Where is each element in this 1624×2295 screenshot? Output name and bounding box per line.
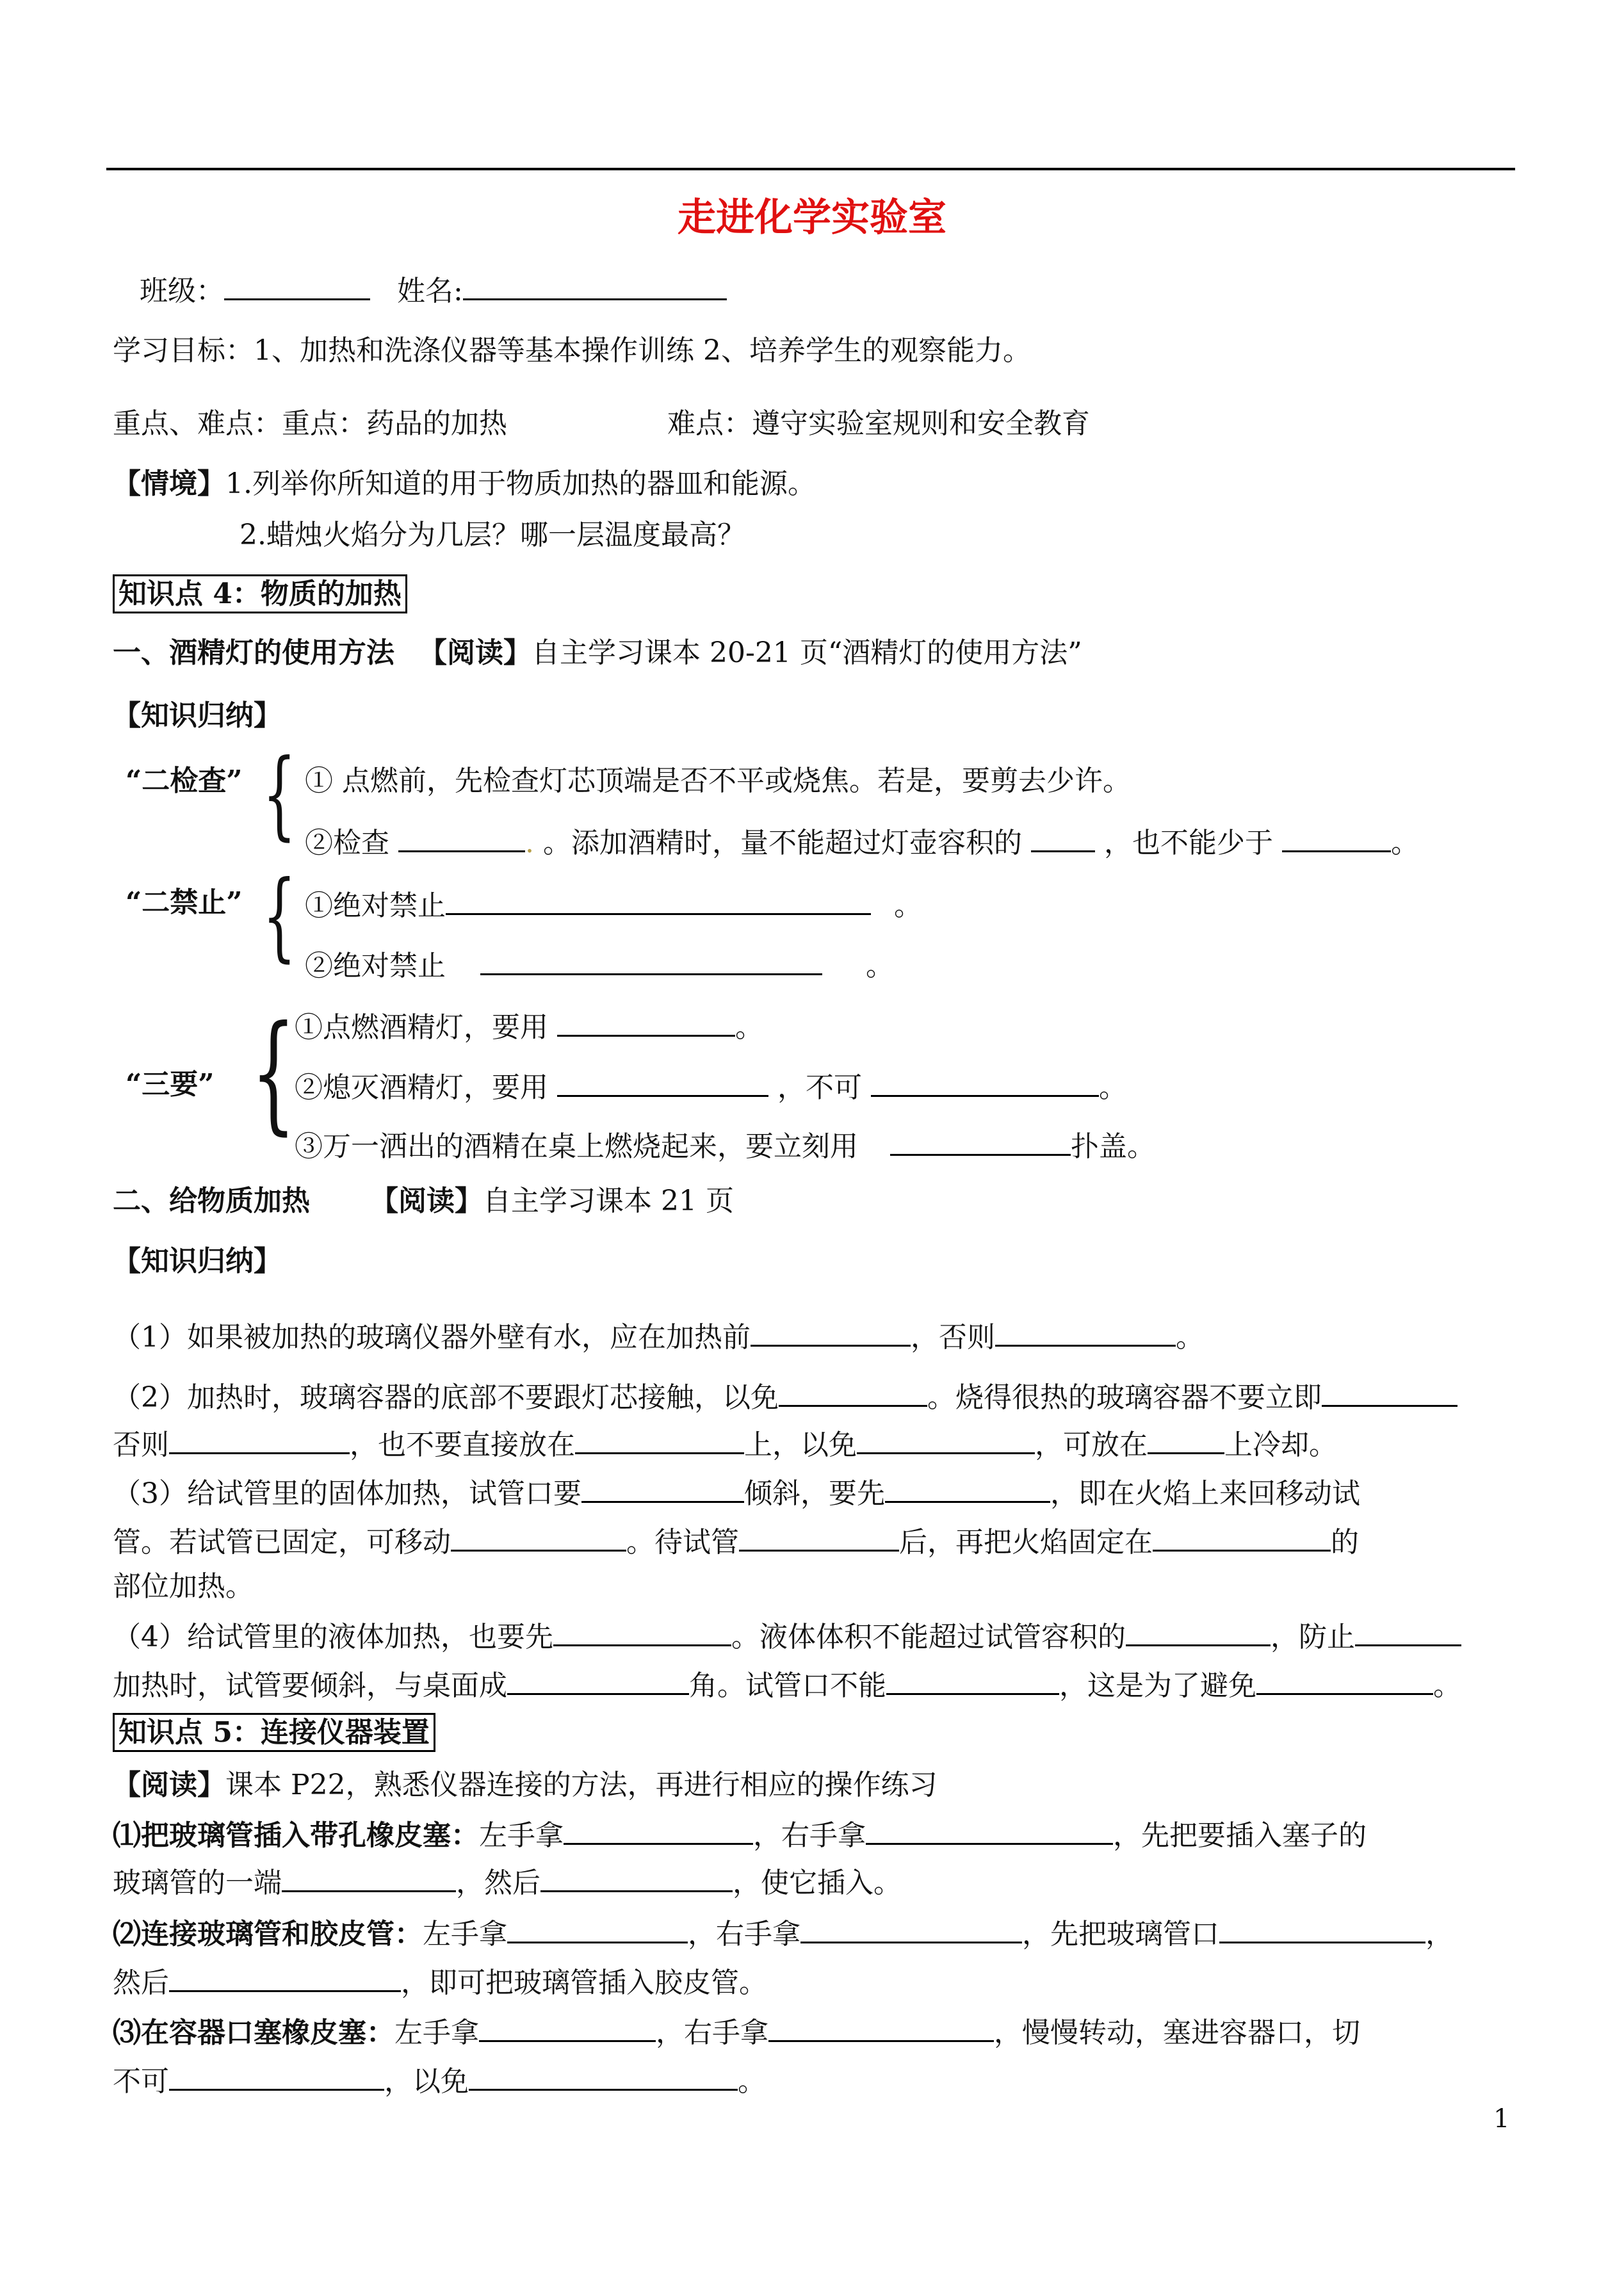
connect-blank[interactable] [800, 1912, 1022, 1943]
connect-item-3a: ⑶在容器口塞橡皮塞：左手拿 ，右手拿 ，慢慢转动，塞进容器口，切 [113, 2011, 1360, 2052]
connect-blank[interactable] [507, 1912, 688, 1943]
heating-point-3a: （3）给试管里的固体加热，试管口要 倾斜，要先 ，即在火焰上来回移动试 [113, 1472, 1360, 1513]
heating-blank[interactable] [451, 1520, 626, 1552]
connect-item-1a: ⑴把玻璃管插入带孔橡皮塞：左手拿 ，右手拿 ，先把要插入塞子的 [113, 1813, 1367, 1855]
summary-label-1: 【知识归纳】 [113, 699, 282, 732]
heating-point-2b: 否则 ，也不要直接放在 上，以免 ，可放在 上冷却。 [113, 1423, 1337, 1464]
check-blank-3[interactable] [1282, 821, 1391, 852]
connect-blank[interactable] [768, 2011, 994, 2042]
heating-point-3c: 部位加热。 [113, 1570, 254, 1603]
must-item-2: ②熄灭酒精灯，要用 ，不可 。 [295, 1066, 1127, 1107]
page-number: 1 [1493, 2104, 1510, 2134]
heating-blank[interactable] [575, 1423, 744, 1454]
forbid-label: “二禁止” [126, 886, 243, 919]
heating-blank[interactable] [886, 1664, 1059, 1695]
heating-point-4a: （4）给试管里的液体加热，也要先 。液体体积不能超过试管容积的 ，防止 [113, 1615, 1461, 1657]
student-info-line [140, 269, 727, 311]
kp5-reading: 【阅读】课本 P22，熟悉仪器连接的方法，再进行相应的操作练习 [113, 1769, 938, 1801]
heating-blank[interactable] [1148, 1423, 1224, 1454]
knowledge-point-5-box: 知识点 5：连接仪器装置 [113, 1714, 435, 1752]
connect-blank[interactable] [169, 2059, 384, 2091]
heating-blank[interactable] [857, 1423, 1035, 1454]
check-label: “二检查” [126, 765, 243, 797]
heating-blank[interactable] [1126, 1615, 1271, 1646]
situation-label: 【情境】 [113, 467, 225, 500]
connect-blank[interactable] [564, 1813, 753, 1845]
heating-blank[interactable] [507, 1664, 689, 1695]
forbid-item-2: ②绝对禁止 。 [305, 944, 894, 985]
must-blank-1[interactable] [557, 1005, 735, 1037]
connect-blank[interactable] [866, 1813, 1113, 1845]
heating-point-4b: 加热时，试管要倾斜，与桌面成 角。试管口不能 ，这是为了避免 。 [113, 1664, 1461, 1705]
must-label: “三要” [126, 1068, 215, 1101]
difficulty-points: 难点：遵守实验室规则和安全教育 [667, 407, 1090, 440]
situation-q1: 【情境】1.列举你所知道的用于物质加热的器皿和能源。 [113, 467, 816, 500]
heating-blank[interactable] [751, 1315, 911, 1347]
must-item-1: ①点燃酒精灯，要用 。 [295, 1005, 763, 1047]
connect-item-1b: 玻璃管的一端 ，然后 ，使它插入。 [113, 1861, 902, 1902]
forbid-blank-2[interactable] [480, 944, 822, 975]
name-label: 姓名: [397, 275, 463, 307]
brace-icon: { [263, 739, 296, 850]
must-blank-4[interactable] [890, 1124, 1071, 1156]
must-blank-2[interactable] [557, 1066, 768, 1097]
heating-blank[interactable] [581, 1472, 744, 1503]
connect-item-2b: 然后 ，即可把玻璃管插入胶皮管。 [113, 1961, 767, 2002]
brace-icon: { [263, 861, 296, 972]
connect-blank[interactable] [469, 2059, 738, 2091]
page-title: 走进化学实验室 [678, 195, 946, 240]
connect-item-2a: ⑵连接玻璃管和胶皮管：左手拿 ，右手拿 ，先把玻璃管口 ， [113, 1912, 1454, 1954]
heating-point-2a: （2）加热时，玻璃容器的底部不要跟灯芯接触，以免 。烧得很热的玻璃容器不要立即 [113, 1375, 1458, 1417]
heating-point-3b: 管。若试管已固定，可移动 。待试管 后，再把火焰固定在 的 [113, 1520, 1359, 1562]
knowledge-point-4-box: 知识点 4：物质的加热 [113, 575, 407, 613]
connect-blank[interactable] [479, 2011, 656, 2042]
learning-goals: 学习目标：1、加热和洗涤仪器等基本操作训练 2、培养学生的观察能力。 [113, 334, 1031, 367]
connect-blank[interactable] [1219, 1912, 1425, 1943]
class-blank[interactable] [224, 269, 370, 300]
connect-blank[interactable] [282, 1861, 456, 1892]
heating-blank[interactable] [1355, 1615, 1461, 1646]
connect-blank[interactable] [169, 1961, 401, 1992]
brace-icon: { [251, 998, 296, 1148]
heating-blank[interactable] [1153, 1520, 1331, 1552]
section2-heading: 二、给物质加热 【阅读】自主学习课本 21 页 [113, 1185, 734, 1217]
forbid-blank-1[interactable] [446, 884, 871, 915]
must-blank-3[interactable] [871, 1066, 1099, 1097]
summary-label-2: 【知识归纳】 [113, 1245, 282, 1277]
check-blank-1[interactable] [398, 821, 525, 852]
situation-q2: 2.蜡烛火焰分为几层？哪一层温度最高？ [240, 519, 745, 551]
check-blank-2[interactable] [1031, 821, 1095, 852]
heating-blank[interactable] [885, 1472, 1050, 1503]
forbid-item-1: ①绝对禁止 。 [305, 884, 922, 925]
name-blank[interactable] [463, 269, 727, 300]
heating-blank[interactable] [739, 1520, 899, 1552]
heating-point-1: （1）如果被加热的玻璃仪器外壁有水，应在加热前 ，否则 。 [113, 1315, 1204, 1357]
class-label: 班级： [140, 275, 224, 307]
heating-blank[interactable] [1256, 1664, 1433, 1695]
heating-blank[interactable] [1322, 1375, 1458, 1407]
check-item-2: ②检查 . 。添加酒精时，量不能超过灯壶容积的 ，也不能少于 。 [305, 821, 1419, 863]
heating-blank[interactable] [779, 1375, 927, 1407]
heating-blank[interactable] [995, 1315, 1176, 1347]
key-points: 重点、难点：重点：药品的加热 [113, 407, 507, 440]
heating-blank[interactable] [169, 1423, 350, 1454]
check-item-1: ① 点燃前，先检查灯芯顶端是否不平或烧焦。若是，要剪去少许。 [305, 765, 1131, 797]
connect-blank[interactable] [540, 1861, 733, 1892]
must-item-3: ③万一洒出的酒精在桌上燃烧起来，要立刻用 扑盖。 [295, 1124, 1155, 1166]
connect-item-3b: 不可 ，以免 。 [113, 2059, 766, 2101]
header-rule [106, 168, 1515, 170]
heating-blank[interactable] [553, 1615, 731, 1646]
section1-heading: 一、酒精灯的使用方法 【阅读】自主学习课本 20-21 页“酒精灯的使用方法” [113, 637, 1082, 669]
